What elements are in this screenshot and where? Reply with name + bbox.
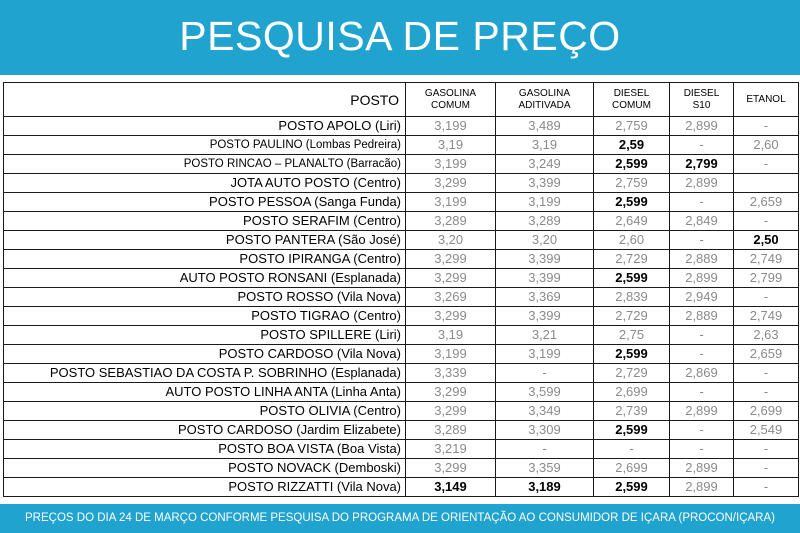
price-diesel-s10: - [670, 421, 734, 440]
price-gasolina-comum: 3,299 [406, 174, 496, 193]
price-diesel-s10: 2,899 [670, 478, 734, 497]
footer-banner [0, 504, 800, 533]
posto-name: POSTO CARDOSO (Jardim Elizabete) [4, 421, 406, 440]
price-diesel-comum: - [594, 440, 670, 459]
price-gasolina-comum: 3,289 [406, 421, 496, 440]
posto-name: POSTO OLIVIA (Centro) [4, 402, 406, 421]
price-etanol: 2,60 [734, 136, 799, 155]
table-row [4, 174, 799, 193]
table-row [4, 193, 799, 212]
price-gasolina-aditivada: 3,399 [496, 174, 594, 193]
price-etanol: - [734, 459, 799, 478]
price-diesel-s10: 2,899 [670, 269, 734, 288]
price-diesel-comum: 2,729 [594, 307, 670, 326]
posto-name: POSTO NOVACK (Demboski) [4, 459, 406, 478]
title-banner [0, 0, 800, 75]
posto-name: POSTO TIGRAO (Centro) [4, 307, 406, 326]
table-row [4, 269, 799, 288]
price-diesel-comum: 2,59 [594, 136, 670, 155]
price-gasolina-aditivada: 3,359 [496, 459, 594, 478]
price-gasolina-comum: 3,299 [406, 250, 496, 269]
price-diesel-s10: 2,869 [670, 364, 734, 383]
price-diesel-comum: 2,599 [594, 155, 670, 174]
price-diesel-s10: 2,899 [670, 174, 734, 193]
price-gasolina-comum: 3,149 [406, 478, 496, 497]
posto-name: POSTO ROSSO (Vila Nova) [4, 288, 406, 307]
price-gasolina-aditivada: - [496, 364, 594, 383]
header-line: DIESEL [613, 87, 650, 99]
posto-name: POSTO SPILLERE (Liri) [4, 326, 406, 345]
price-gasolina-comum: 3,299 [406, 402, 496, 421]
table-row [4, 383, 799, 402]
table-row [4, 421, 799, 440]
price-diesel-s10: 2,889 [670, 307, 734, 326]
price-gasolina-aditivada: 3,599 [496, 383, 594, 402]
price-gasolina-comum: 3,19 [406, 326, 496, 345]
header-line: COMUM [431, 99, 470, 111]
price-etanol: - [734, 212, 799, 231]
price-gasolina-comum: 3,19 [406, 136, 496, 155]
price-gasolina-aditivada: 3,249 [496, 155, 594, 174]
price-diesel-s10: 2,949 [670, 288, 734, 307]
price-diesel-comum: 2,599 [594, 421, 670, 440]
price-etanol: - [734, 478, 799, 497]
price-gasolina-comum: 3,289 [406, 212, 496, 231]
price-diesel-s10: 2,899 [670, 402, 734, 421]
header-line: GASOLINA [424, 87, 477, 99]
table-row [4, 402, 799, 421]
table-row [4, 364, 799, 383]
table-row [4, 212, 799, 231]
price-gasolina-aditivada: 3,309 [496, 421, 594, 440]
posto-name: POSTO RINCAO – PLANALTO (Barracão) [4, 155, 406, 174]
column-header-gasolina-aditivada [496, 83, 594, 117]
price-gasolina-comum: 3,199 [406, 345, 496, 364]
column-header-posto: POSTO [4, 83, 406, 117]
price-diesel-s10: - [670, 440, 734, 459]
price-diesel-comum: 2,839 [594, 288, 670, 307]
table-row [4, 136, 799, 155]
price-diesel-comum: 2,75 [594, 326, 670, 345]
price-gasolina-comum: 3,199 [406, 117, 496, 136]
price-gasolina-comum: 3,299 [406, 459, 496, 478]
price-etanol: - [734, 288, 799, 307]
price-gasolina-aditivada: 3,399 [496, 307, 594, 326]
table-row [4, 345, 799, 364]
price-etanol: - [734, 155, 799, 174]
price-etanol: - [734, 364, 799, 383]
table-row [4, 288, 799, 307]
price-diesel-comum: 2,729 [594, 250, 670, 269]
price-diesel-comum: 2,599 [594, 345, 670, 364]
price-gasolina-comum: 3,269 [406, 288, 496, 307]
price-gasolina-comum: 3,199 [406, 155, 496, 174]
price-gasolina-aditivada: 3,199 [496, 345, 594, 364]
price-table-container [0, 82, 800, 498]
price-diesel-comum: 2,60 [594, 231, 670, 250]
price-diesel-comum: 2,599 [594, 193, 670, 212]
price-diesel-s10: 2,799 [670, 155, 734, 174]
column-header-diesel-s10 [670, 83, 734, 117]
header-line: COMUM [612, 99, 651, 111]
price-gasolina-aditivada: 3,289 [496, 212, 594, 231]
table-row [4, 117, 799, 136]
column-header-diesel-comum [594, 83, 670, 117]
table-row [4, 459, 799, 478]
posto-name: POSTO APOLO (Liri) [4, 117, 406, 136]
price-etanol: - [734, 440, 799, 459]
price-gasolina-comum: 3,299 [406, 383, 496, 402]
price-diesel-comum: 2,599 [594, 269, 670, 288]
price-etanol: 2,749 [734, 307, 799, 326]
price-gasolina-comum: 3,299 [406, 307, 496, 326]
price-gasolina-aditivada: 3,189 [496, 478, 594, 497]
posto-name: POSTO SEBASTIAO DA COSTA P. SOBRINHO (Esplanada) [4, 364, 406, 383]
price-etanol: 2,63 [734, 326, 799, 345]
price-diesel-s10: - [670, 345, 734, 364]
table-header-row [4, 83, 799, 117]
footer-note: PREÇOS DO DIA 24 DE MARÇO CONFORME PESQUISA DO PROGRAMA DE ORIENTAÇÃO AO CONSUMIDOR DE IÇARA (PROCON/IÇARA) [25, 512, 775, 524]
price-diesel-s10: - [670, 231, 734, 250]
price-gasolina-comum: 3,219 [406, 440, 496, 459]
price-diesel-comum: 2,699 [594, 459, 670, 478]
price-diesel-comum: 2,699 [594, 383, 670, 402]
price-diesel-comum: 2,599 [594, 478, 670, 497]
price-etanol: 2,799 [734, 269, 799, 288]
price-gasolina-comum: 3,199 [406, 193, 496, 212]
posto-name: POSTO PAULINO (Lombas Pedreira) [4, 136, 406, 155]
price-etanol: 2,749 [734, 250, 799, 269]
table-row [4, 250, 799, 269]
price-gasolina-aditivada: 3,369 [496, 288, 594, 307]
posto-name: POSTO CARDOSO (Vila Nova) [4, 345, 406, 364]
price-diesel-comum: 2,759 [594, 117, 670, 136]
price-diesel-s10: 2,899 [670, 117, 734, 136]
posto-name: POSTO RIZZATTI (Vila Nova) [4, 478, 406, 497]
posto-name: POSTO PANTERA (São José) [4, 231, 406, 250]
price-diesel-s10: - [670, 136, 734, 155]
price-diesel-s10: 2,849 [670, 212, 734, 231]
price-diesel-comum: 2,649 [594, 212, 670, 231]
price-diesel-s10: - [670, 193, 734, 212]
price-diesel-comum: 2,739 [594, 402, 670, 421]
header-line: S10 [692, 99, 711, 111]
price-diesel-s10: - [670, 383, 734, 402]
posto-name: POSTO BOA VISTA (Boa Vista) [4, 440, 406, 459]
price-etanol: 2,50 [734, 231, 799, 250]
price-gasolina-aditivada: 3,399 [496, 250, 594, 269]
posto-name: JOTA AUTO POSTO (Centro) [4, 174, 406, 193]
page-title: PESQUISA DE PREÇO [179, 13, 621, 59]
price-etanol: - [734, 383, 799, 402]
price-etanol [734, 174, 799, 193]
price-gasolina-aditivada: 3,399 [496, 269, 594, 288]
price-gasolina-aditivada: 3,349 [496, 402, 594, 421]
price-gasolina-comum: 3,339 [406, 364, 496, 383]
price-gasolina-aditivada: 3,20 [496, 231, 594, 250]
posto-name: POSTO SERAFIM (Centro) [4, 212, 406, 231]
price-diesel-s10: 2,889 [670, 250, 734, 269]
price-gasolina-comum: 3,20 [406, 231, 496, 250]
price-etanol: 2,549 [734, 421, 799, 440]
table-row [4, 478, 799, 497]
posto-name: POSTO PESSOA (Sanga Funda) [4, 193, 406, 212]
price-diesel-comum: 2,729 [594, 364, 670, 383]
price-etanol: 2,659 [734, 345, 799, 364]
price-gasolina-aditivada: 3,21 [496, 326, 594, 345]
table-row [4, 231, 799, 250]
price-diesel-s10: - [670, 326, 734, 345]
price-table [3, 82, 799, 497]
price-gasolina-comum: 3,299 [406, 269, 496, 288]
price-gasolina-aditivada: - [496, 440, 594, 459]
price-diesel-comum: 2,759 [594, 174, 670, 193]
column-header-gasolina-comum [406, 83, 496, 117]
price-etanol: 2,659 [734, 193, 799, 212]
price-gasolina-aditivada: 3,489 [496, 117, 594, 136]
price-gasolina-aditivada: 3,19 [496, 136, 594, 155]
table-row [4, 307, 799, 326]
table-row [4, 155, 799, 174]
posto-name: POSTO IPIRANGA (Centro) [4, 250, 406, 269]
column-header-etanol: ETANOL [734, 83, 799, 117]
price-etanol: 2,699 [734, 402, 799, 421]
price-gasolina-aditivada: 3,199 [496, 193, 594, 212]
header-line: ADITIVADA [518, 99, 571, 111]
table-row [4, 440, 799, 459]
table-row [4, 326, 799, 345]
header-line: GASOLINA [518, 87, 571, 99]
price-etanol: - [734, 117, 799, 136]
price-diesel-s10: 2,899 [670, 459, 734, 478]
posto-name: AUTO POSTO RONSANI (Esplanada) [4, 269, 406, 288]
header-line: DIESEL [683, 87, 720, 99]
posto-name: AUTO POSTO LINHA ANTA (Linha Anta) [4, 383, 406, 402]
